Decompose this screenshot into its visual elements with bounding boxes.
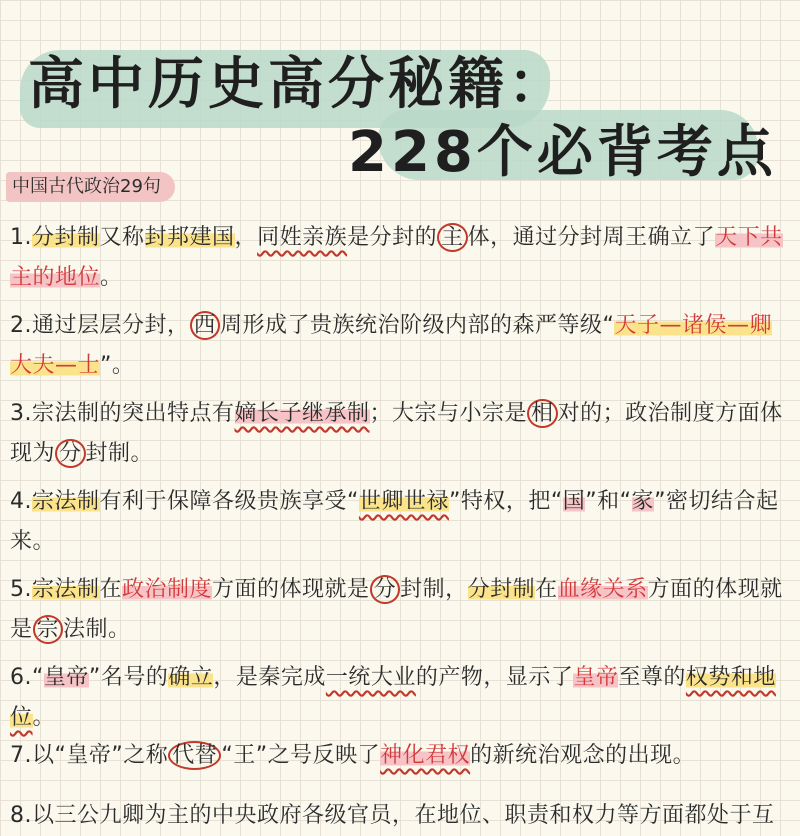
highlight: 国 [562,489,586,514]
text: ；大宗与小宗是 [369,401,528,426]
text: ， [234,225,258,250]
text: 通过层层分封， [32,313,190,338]
text: 是分封的 [347,225,438,250]
text: 封制。 [85,441,154,466]
text: 以三公九卿为主的中央政府各级官员，在地位、职责和权力等方面都处于互 [32,803,775,828]
underlined: 同姓亲族 [257,225,348,250]
text: 的产物，显示了 [415,665,574,690]
text: ”。 [100,353,135,378]
section-tag: 中国古代政治29句 [6,172,175,202]
text: 的新统治观念的出现。 [470,743,696,768]
text: 宗法制的突出特点有 [32,401,235,426]
note-item-2 [10,306,790,386]
text: 。 [32,705,56,730]
text: 对的；政治制度方面体现为 [10,401,783,466]
highlight: 世卿世禄 [358,489,449,514]
item-number: 6. [10,665,32,690]
note-item-6 [10,658,790,738]
note-item-3 [10,394,790,474]
note-item-1 [10,218,790,298]
text: ”名号的 [88,665,169,690]
highlight: 宗法制 [32,577,100,602]
highlight: 政治制度 [122,577,213,602]
item-number: 2. [10,313,32,338]
highlight: 封邦建国 [144,225,235,250]
text: 方面的体现就是 [10,577,783,642]
text: 周形成了贵族统治阶级内部的森严等级“ [220,313,615,338]
title-area [0,0,800,185]
text: 又称 [99,225,145,250]
highlight: 确立 [168,665,214,690]
text: ，是秦完成 [213,665,326,690]
text: ”密切结合起来。 [10,489,779,554]
text: 在 [99,577,123,602]
text: 法制。 [63,617,131,642]
note-item-4 [10,482,790,562]
text: 以“皇帝”之称 [32,743,169,768]
underlined: 一统大业 [325,665,416,690]
circled: 分 [370,575,401,604]
note-item-5 [10,570,790,650]
item-number: 1. [10,225,32,250]
note-item-7 [10,736,790,776]
text: 至尊的 [618,665,686,690]
highlight: 分封制 [467,577,536,602]
highlight: 皇帝 [43,665,89,690]
circled: 主 [437,223,468,252]
text: 封制， [400,577,468,602]
highlight: 神化君权 [380,743,471,768]
highlight: 血缘关系 [557,577,648,602]
circled: 代替 [168,741,221,770]
text: 。 [100,265,123,290]
highlight: 天子—诸侯—卿大夫—士 [10,313,772,378]
item-number: 4. [10,489,32,514]
text: 有利于保障各级贵族享受“ [99,489,359,514]
item-number: 8. [10,803,32,828]
text: ”和“ [585,489,632,514]
highlight: 天下共主的地位 [10,225,783,290]
item-number: 5. [10,577,32,602]
circled: 西 [190,311,221,340]
page-title-line2: 228个必背考点 [348,120,777,185]
highlight: 宗法制 [32,489,100,514]
circled: 分 [55,439,86,468]
circled: 相 [527,399,558,428]
text: 在 [535,577,558,602]
highlight: 权势和地位 [10,665,776,730]
note-item-8 [10,796,790,836]
highlight: 皇帝 [573,665,619,690]
circled: 宗 [33,615,64,644]
text: “ [32,665,44,690]
highlight: 家 [631,489,655,514]
page-title-line1: 高中历史高分秘籍： [28,52,568,117]
highlight: 分封制 [32,225,100,250]
text: ”特权，把“ [448,489,563,514]
item-number: 7. [10,743,32,768]
text: “王”之号反映了 [221,743,381,768]
text: 体，通过分封周王确立了 [467,225,716,250]
text: 方面的体现就是 [212,577,370,602]
item-number: 3. [10,401,32,426]
highlight: 嫡长子继承制 [234,401,370,426]
